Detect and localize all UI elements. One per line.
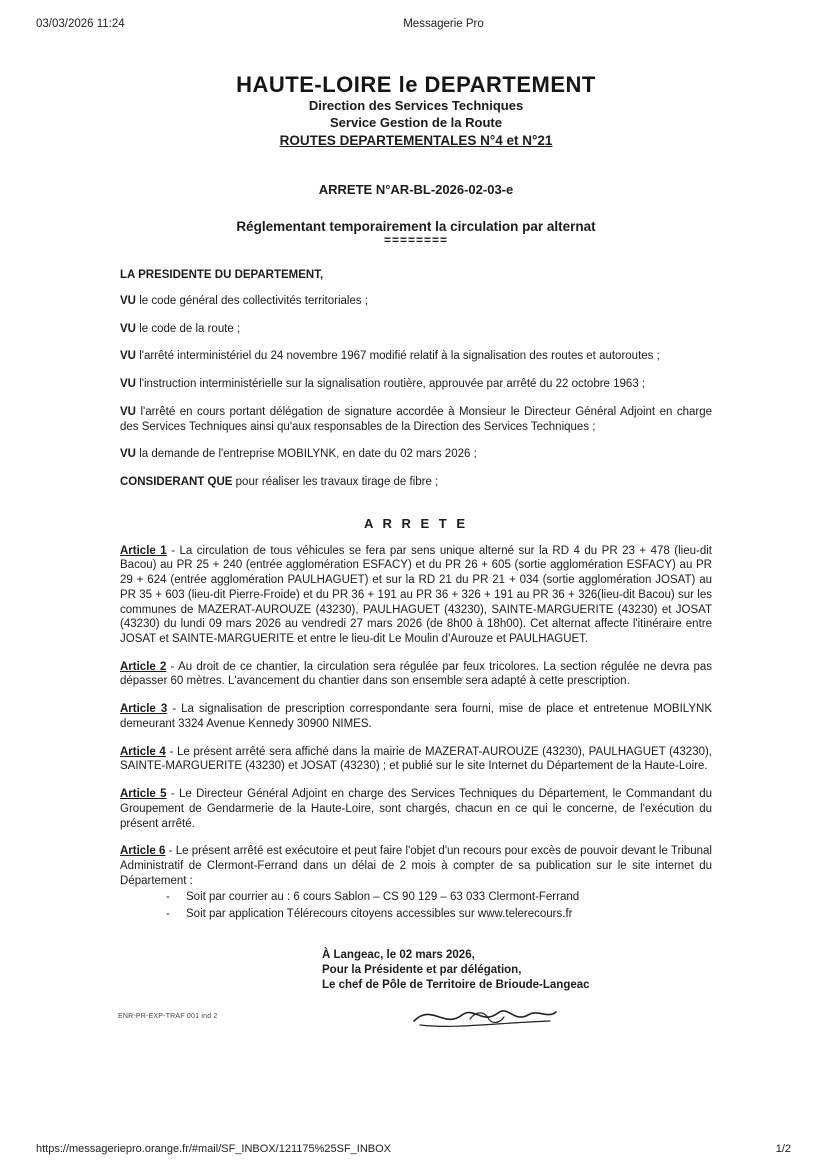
article-text: - Le présent arrêté sera affiché dans la mairie de MAZERAT-AUROUZE (43230), PAULHAGUET (43230), SAINTE-MARGUERITE (43230) et JOSAT (43230) ; et publié sur le site Internet du Département de la Haute-Loire.	[120, 745, 713, 773]
document-subtitle-2: Service Gestion de la Route	[330, 114, 502, 130]
recital-prefix: VU	[120, 448, 136, 461]
recital-prefix: VU	[120, 350, 136, 363]
article-label: Article 4	[120, 745, 166, 758]
article-text: - Le présent arrêté est exécutoire et peut faire l'objet d'un recours pour excès de pouvoir devant le Tribunal Administratif de Clermont-Ferrand dans un délai de 2 mois à compter de sa publication sur le site internet du Département :	[120, 845, 712, 887]
recital	[120, 322, 712, 337]
recital-text: l'arrêté en cours portant délégation de signature accordée à Monsieur le Directeur Général Adjoint en charge des Services Techniques ainsi qu'aux responsables de la Direction des Services Techniques ;	[120, 405, 712, 433]
recital	[120, 294, 712, 309]
article-label: Article 6	[120, 845, 166, 858]
print-header	[36, 18, 791, 30]
recital-text: la demande de l'entreprise MOBILYNK, en date du 02 mars 2026 ;	[139, 448, 477, 461]
recital	[120, 475, 712, 490]
recital	[120, 377, 712, 392]
recital-prefix: VU	[120, 322, 136, 335]
recourse-item	[120, 907, 712, 922]
article-label: Article 3	[120, 703, 168, 716]
article-text: - La circulation de tous véhicules se fera par sens unique alterné sur la RD 4 du PR 23 + 478 (lieu-dit Bacou) au PR 25 + 240 (entrée agglomération ESFACY) et du PR 26 + 605 (sortie agglomération ESFACY) au PR 29 + 624 (entrée agglomération PAULHAGUET) et sur la RD 21 du PR 21 + 034 (sortie agglomération JOSAT) au PR 35 + 603 (lieu-dit Pierre-Froide) et du PR 36 + 191 au PR 36 + 326 + 191 au PR 36 + 326(lieu-dit Bacou) sur les communes de MAZERAT-AUROUZE (43230), PAULHAGUET (43230), SAINTE-MARGUERITE (43230) et JOSAT (43230) du lundi 09 mars 2026 au vendredi 27 mars 2026 (de 8h00 à 18h00). Cet alternat affecte l'itinéraire entre JOSAT et SAINTE-MARGUERITE et entre le lieu-dit Le Moulin d'Aurouze et PAULHAGUET.	[120, 544, 712, 646]
page-number: 1/2	[775, 1143, 791, 1155]
list-dash-marker: -	[166, 891, 170, 904]
signature-signatory: Le chef de Pôle de Territoire de Brioude-Langeac	[322, 979, 590, 992]
recital-text: l'instruction interministérielle sur la signalisation routière, approuvée par arrêté du 22 octobre 1963 ;	[139, 378, 646, 391]
recital	[120, 349, 712, 364]
recital-text: pour réaliser les travaux tirage de fibre ;	[235, 476, 439, 488]
signature-place-date: À Langeac, le 02 mars 2026,	[322, 949, 475, 962]
document-title: HAUTE-LOIRE le DEPARTEMENT	[236, 72, 596, 97]
recourse-text: Soit par courrier au : 6 cours Sablon – CS 90 129 – 63 033 Clermont-Ferrand	[186, 891, 580, 904]
article-3	[120, 702, 712, 731]
recital	[120, 405, 712, 434]
article-text: - La signalisation de prescription correspondante sera fourni, mise de place et entretenue MOBILYNK demeurant 3324 Avenue Kennedy 30900 NIMES.	[120, 703, 712, 730]
article-label: Article 5	[120, 788, 167, 801]
document-subtitle-1: Direction des Services Techniques	[308, 98, 524, 113]
article-text: - Le Directeur Général Adjoint en charge des Services Techniques du Département, le Commandant du Groupement de Gendarmerie de la Haute-Loire, sont chargés, chacun en ce qui le concerne, de l'exécution du présent arrêté.	[120, 788, 713, 830]
separator-line: ========	[383, 232, 449, 247]
list-dash-marker: -	[166, 908, 170, 921]
recital-prefix: VU	[120, 294, 136, 307]
article-text: - Au droit de ce chantier, la circulation sera régulée par feux tricolores. La section régulée ne devra pas dépasser 60 mètres. L'avancement du chantier dans son ensemble sera adapté à cette prescription.	[120, 660, 712, 688]
signature-row	[120, 997, 712, 1045]
handwritten-signature	[410, 999, 560, 1035]
form-reference-code: ENR-PR-EXP-TRAF 001 ind 2	[118, 1013, 218, 1021]
recital-text: le code général des collectivités territoriales ;	[139, 294, 369, 307]
article-1	[120, 544, 712, 647]
recourse-text: Soit par application Télérecours citoyens accessibles sur www.telerecours.fr	[186, 908, 573, 921]
arrete-number: ARRETE N°AR-BL-2026-02-03-e	[318, 181, 514, 197]
article-5	[120, 787, 712, 831]
article-6	[120, 844, 712, 888]
article-2	[120, 660, 712, 689]
recital-text: l'arrêté interministériel du 24 novembre 1967 modifié relatif à la signalisation des routes et autoroutes ;	[139, 350, 660, 363]
footer-url: https://messageriepro.orange.fr/#mail/SF_INBOX/121175%25SF_INBOX	[36, 1143, 392, 1155]
recourse-item	[120, 890, 712, 905]
scanned-document	[120, 72, 712, 1045]
print-footer	[36, 1143, 791, 1155]
recital-prefix: CONSIDERANT QUE	[120, 476, 233, 488]
header-datetime: 03/03/2026 11:24	[36, 18, 125, 30]
signature-block	[322, 948, 712, 993]
arrete-word: A R R E T E	[363, 515, 469, 531]
recital-prefix: VU	[120, 378, 136, 391]
recital-prefix: VU	[120, 405, 136, 418]
recital-text: le code de la route ;	[139, 322, 241, 335]
routes-heading: ROUTES DEPARTEMENTALES N°4 et N°21	[279, 132, 553, 148]
article-4	[120, 745, 712, 774]
signature-delegation: Pour la Présidente et par délégation,	[322, 964, 522, 977]
recital	[120, 447, 712, 462]
article-label: Article 2	[120, 660, 167, 673]
salutation: LA PRESIDENTE DU DEPARTEMENT,	[120, 268, 324, 281]
app-title: Messagerie Pro	[403, 18, 484, 30]
document-subject: Réglementant temporairement la circulation par alternat	[236, 218, 596, 234]
article-label: Article 1	[120, 544, 167, 557]
